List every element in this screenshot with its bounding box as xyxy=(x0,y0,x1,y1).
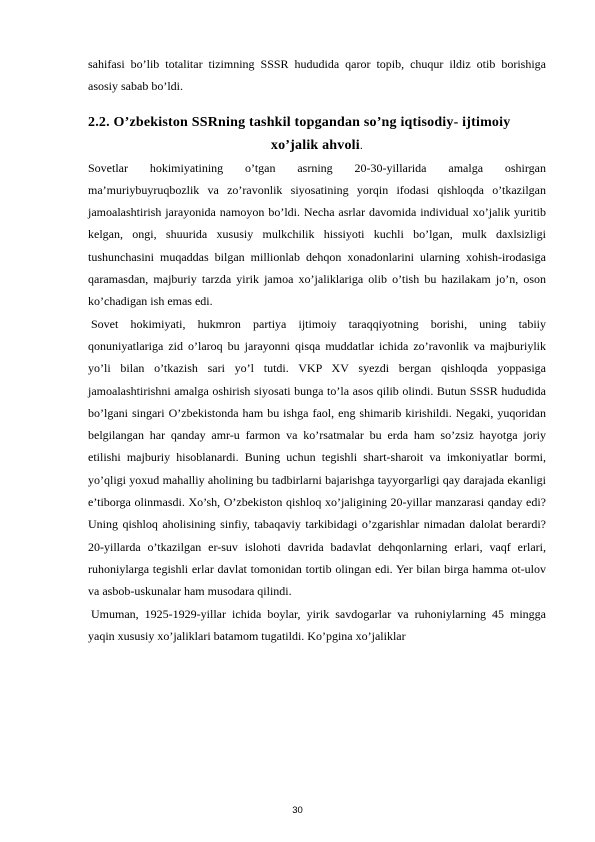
section-heading xyxy=(88,112,546,157)
section-heading-punct: . xyxy=(359,137,364,152)
body-paragraph-1: Sovetlar hokimiyatining o’tgan asrning 20-30-yillarida amalga oshirgan ma’muriybuyruqbozlik va zo’ravonlik siyosatining yorqin ifodasi qishloqda o’tkazilgan jamoalashtirish jarayonida namoyon bo’ldi. Necha asrlar davomida individual xo’jalik yuritib kelgan, ongi, shuurida xususiy mulkchilik hissiyoti kuchli bo’lgan, mulk daxlsizligi tushunchasini muqaddas bilgan millionlab dehqon xonadonlarini ularning xohish-irodasiga qaramasdan, majburiy tarzda yirik jamoa xo’jaliklariga olib o’tish bu hazilakam jo’n, oson ko’chadigan ish emas edi. xyxy=(88,160,546,309)
intro-paragraph: sahifasi bo’lib totalitar tizimning SSSR hududida qaror topib, chuqur ildiz otib borishiga asosiy sabab bo’ldi. xyxy=(88,57,546,94)
section-spacer xyxy=(88,98,546,112)
section-heading-line2: xo’jalik ahvoli xyxy=(270,137,360,153)
body-paragraph-3: Umuman, 1925-1929-yillar ichida boylar, yirik savdogarlar va ruhoniylarning 45 mingga yaqin xususiy xo’jaliklari batamom tugatildi. Ko’pgina xo’jaliklar xyxy=(88,606,546,643)
document-page xyxy=(88,53,546,647)
section-heading-line1: 2.2. O’zbekiston SSRning tashkil topgandan so’ng iqtisodiy- ijtimoiy xyxy=(88,114,511,130)
body-paragraph-2: Sovet hokimiyati, hukmron partiya ijtimoiy taraqqiyotning borishi, uning tabiiy qonuniyatlariga zid o’laroq bu jarayonni qisqa muddatlar ichida zo’ravonlik va majburiylik yo’li bilan o’tkazish sari yo’l tutdi. VKP XV syezdi bergan qishloqda yoppasiga jamoalashtirishni amalga oshirish siyosati bunga to’la asos qilib olindi. Butun SSSR hududida bo’lgani singari O’zbekistonda ham bu ishga faol, eng shimarib kirishildi. Negaki, yuqoridan belgilangan har qanday amr-u farmon va ko’rsatmalar bu erda ham so’zsiz hayotga joriy etilishi majburiy hisoblanardi. Buning uchun tegishli shart-sharoit va imkoniyatlar bormi, yo’qligi yoxud mahalliy aholining bu tadbirlarni bajarishga tayyorgarligi qay darajada ekanligi e’tiborga olinmasdi. Xo’sh, O’zbekiston qishloq xo’jaligining 20-yillar manzarasi qanday edi? Uning qishloq aholisining sinfiy, tabaqaviy tarkibidagi o’zgarishlar nimadan dalolat berardi? 20-yillarda o’tkazilgan er-suv islohoti davrida badavlat dehqonlarning erlari, vaqf erlari, ruhoniylarga tegishli erlar davlat tomonidan tortib olingan edi. Yer bilan birga hamma ot-ulov va asbob-uskunalar ham musodara qilindi. xyxy=(88,316,546,599)
section-heading-line2-wrap xyxy=(88,134,546,157)
page-number: 30 xyxy=(292,805,303,816)
